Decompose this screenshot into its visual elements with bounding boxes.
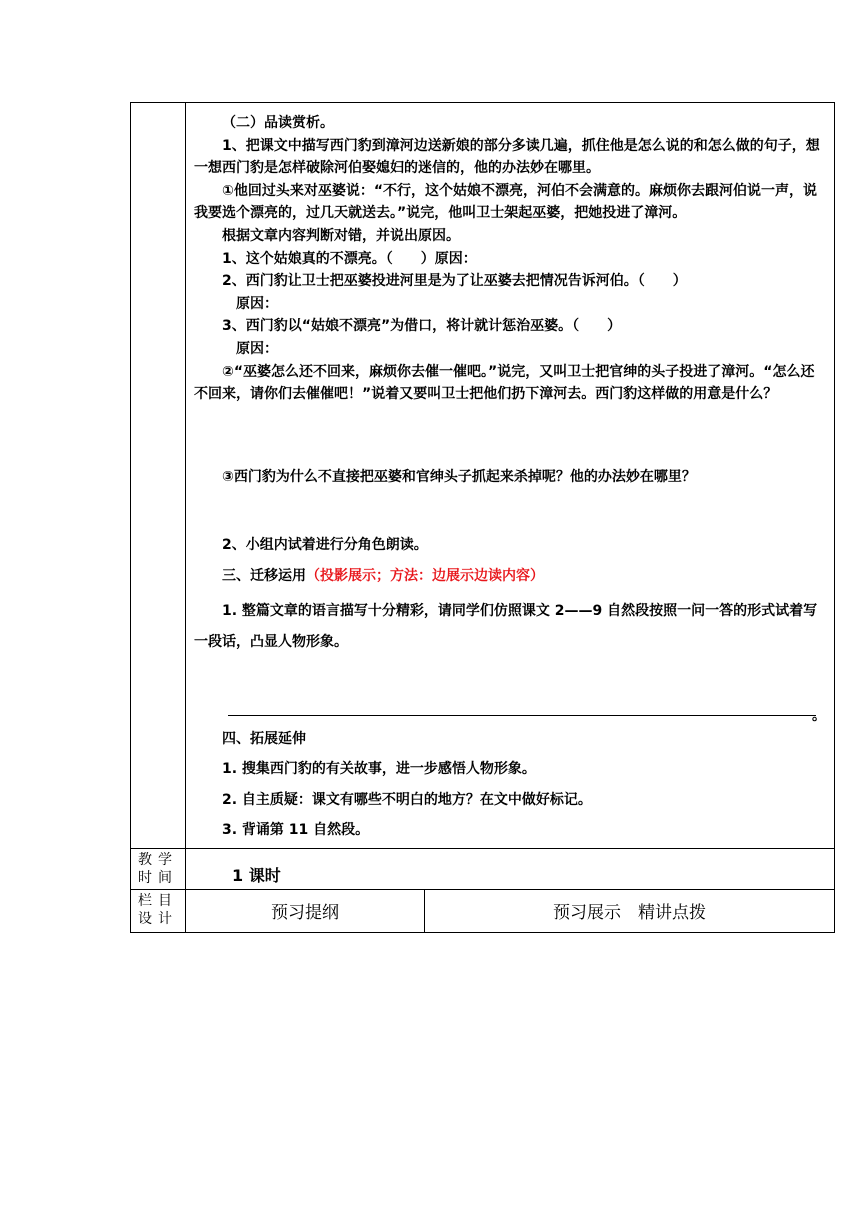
judge-intro: 根据文章内容判断对错，并说出原因。: [222, 227, 460, 244]
answer-space-3: [194, 488, 828, 526]
lesson-time-value: 1 课时: [186, 848, 835, 889]
time-label-line1: 教学: [138, 851, 178, 868]
section4-item-3: 3. 背诵第 11 自然段。: [222, 822, 370, 839]
design-row: [131, 889, 835, 932]
section3-heading: 三、迁移运用: [222, 567, 306, 584]
time-label: [131, 848, 186, 889]
judge-item-1: 1、这个姑娘真的不漂亮。（ ）原因：: [222, 250, 477, 267]
design-col-preview-display: 预习展示 精讲点拨: [425, 889, 835, 932]
section4-item-2: 2. 自主质疑：课文有哪些不明白的地方？在文中做好标记。: [222, 791, 592, 808]
section4-heading: 四、拓展延伸: [222, 730, 306, 747]
time-label-line2: 时间: [138, 869, 178, 886]
lesson-plan-sheet: [130, 102, 834, 933]
section3-heading-line: [194, 565, 828, 588]
section3-note: （投影展示；方法：边展示边读内容）: [306, 567, 544, 584]
design-label-line2: 设计: [138, 910, 178, 927]
question-1: 1、把课文中描写西门豹到漳河边送新娘的部分多读几遍，抓住他是怎么说的和怎么做的句子，想一想西门豹是怎样破除河伯娶媳妇的迷信的，他的办法妙在哪里。: [194, 137, 820, 177]
section3-task: 1. 整篇文章的语言描写十分精彩，请同学们仿照课文 2——9 自然段按照一问一答的形式试着写一段话，凸显人物形象。: [194, 602, 818, 650]
judge-item-2: 2、西门豹让卫士把巫婆投进河里是为了让巫婆去把情况告诉河伯。（ ）: [222, 273, 687, 290]
left-margin-cell: [131, 103, 186, 849]
reason-3: 原因：: [236, 340, 278, 357]
writing-line-row: [194, 658, 828, 724]
writing-line-end-mark: 。: [812, 707, 826, 724]
reason-2: 原因：: [236, 295, 278, 312]
lesson-plan-table: [130, 102, 835, 933]
teaching-content-cell: [186, 103, 835, 849]
time-row: [131, 848, 835, 889]
judge-item-3: 3、西门豹以“姑娘不漂亮”为借口，将计就计惩治巫婆。（ ）: [222, 318, 622, 335]
quote-2: ②“巫婆怎么还不回来，麻烦你去催一催吧。”说完，又叫卫士把官绅的头子投进了漳河。“怎么还不回来，请你们去催催吧！”说着又要叫卫士把他们扔下漳河去。西门豹这样做的用意是什么？: [194, 363, 815, 403]
design-col-preview-outline: 预习提纲: [186, 889, 425, 932]
design-label: [131, 889, 186, 932]
question-2: 2、小组内试着进行分角色朗读。: [222, 537, 428, 554]
section2-heading: （二）品读赏析。: [222, 115, 334, 131]
section4-item-1: 1. 搜集西门豹的有关故事，进一步感悟人物形象。: [222, 761, 536, 778]
writing-line[interactable]: [228, 715, 816, 716]
design-label-line1: 栏目: [138, 892, 178, 909]
content-row: [131, 103, 835, 849]
quote-3: ③西门豹为什么不直接把巫婆和官绅头子抓起来杀掉呢？他的办法妙在哪里？: [222, 468, 696, 485]
answer-space-2: [194, 406, 828, 458]
quote-1: ①他回过头来对巫婆说：“不行，这个姑娘不漂亮，河伯不会满意的。麻烦你去跟河伯说一声，说我要选个漂亮的，过几天就送去。”说完，他叫卫士架起巫婆，把她投进了漳河。: [194, 182, 818, 222]
